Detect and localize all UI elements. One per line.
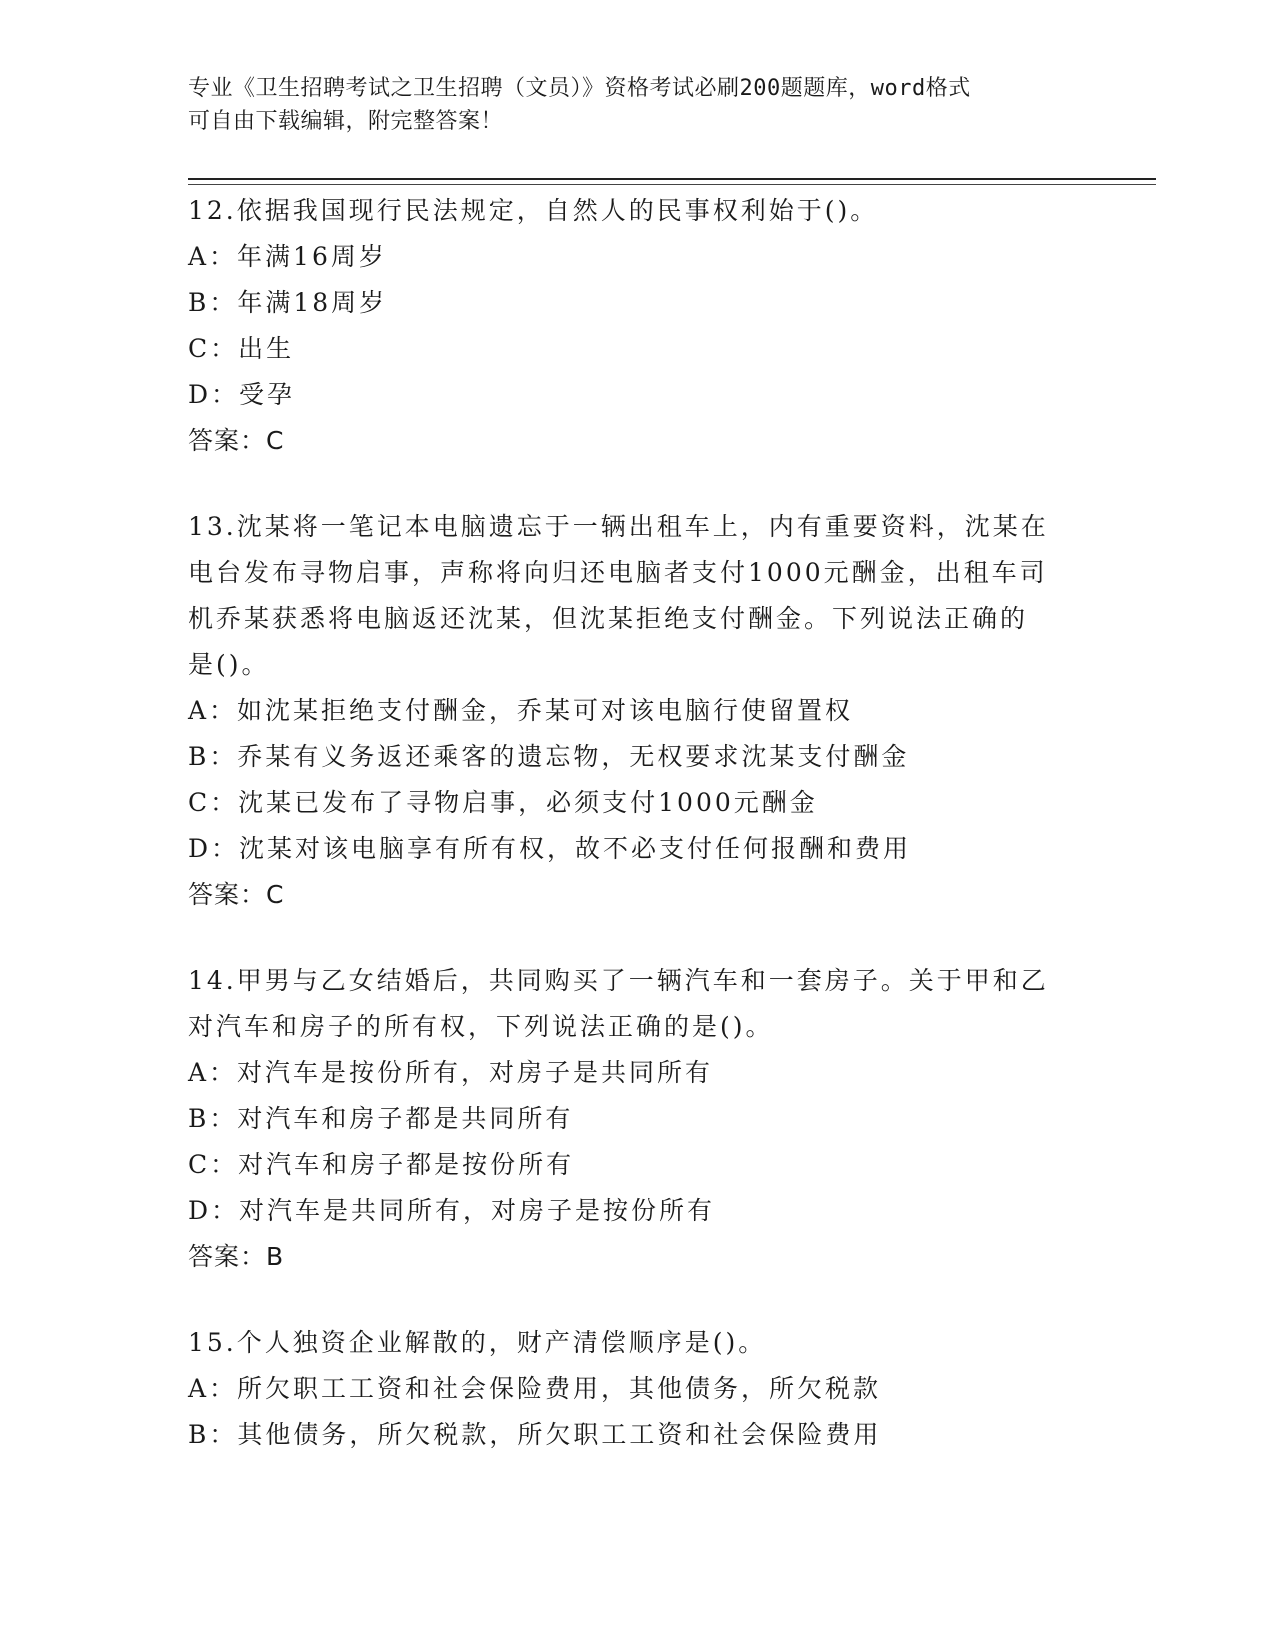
question-stem-line: 12.依据我国现行民法规定，自然人的民事权利始于()。 <box>188 196 879 225</box>
question-stem-line: 机乔某获悉将电脑返还沈某，但沈某拒绝支付酬金。下列说法正确的 <box>188 604 1029 633</box>
option-d: D：对汽车是共同所有，对房子是按份所有 <box>188 1196 716 1225</box>
option-b: B：乔某有义务返还乘客的遗忘物，无权要求沈某支付酬金 <box>188 742 910 771</box>
document-header <box>188 72 1068 138</box>
question-stem-line: 13.沈某将一笔记本电脑遗忘于一辆出租车上，内有重要资料，沈某在 <box>188 512 1049 541</box>
option-d: D：沈某对该电脑享有所有权，故不必支付任何报酬和费用 <box>188 834 912 863</box>
question-14 <box>188 958 1088 1280</box>
answer-line: 答案：C <box>188 426 285 455</box>
header-line-2: 可自由下载编辑，附完整答案！ <box>188 109 504 134</box>
header-rule-thin <box>188 184 1156 185</box>
option-b: B：其他债务，所欠税款，所欠职工工资和社会保险费用 <box>188 1420 882 1449</box>
option-b: B：年满18周岁 <box>188 288 388 317</box>
option-c: C：对汽车和房子都是按份所有 <box>188 1150 575 1179</box>
option-c: C：出生 <box>188 334 295 363</box>
option-c: C：沈某已发布了寻物启事，必须支付1000元酬金 <box>188 788 818 817</box>
question-15 <box>188 1320 1088 1458</box>
option-a: A：所欠职工工资和社会保险费用，其他债务，所欠税款 <box>188 1374 882 1403</box>
header-line-1: 专业《卫生招聘考试之卫生招聘（文员）》资格考试必刷200题题库，word格式 <box>188 76 971 101</box>
question-list <box>188 188 1088 1498</box>
question-12 <box>188 188 1088 464</box>
question-stem-line: 是()。 <box>188 650 270 679</box>
question-stem-line: 对汽车和房子的所有权，下列说法正确的是()。 <box>188 1012 774 1041</box>
option-a: A：年满16周岁 <box>188 242 387 271</box>
option-b: B：对汽车和房子都是共同所有 <box>188 1104 574 1133</box>
option-d: D：受孕 <box>188 380 296 409</box>
question-stem-line: 电台发布寻物启事，声称将向归还电脑者支付1000元酬金，出租车司 <box>188 558 1048 587</box>
question-stem-line: 15.个人独资企业解散的，财产清偿顺序是()。 <box>188 1328 767 1357</box>
answer-line: 答案：B <box>188 1242 285 1271</box>
question-stem-line: 14.甲男与乙女结婚后，共同购买了一辆汽车和一套房子。关于甲和乙 <box>188 966 1049 995</box>
question-13 <box>188 504 1088 918</box>
header-rule-thick <box>188 178 1156 180</box>
answer-line: 答案：C <box>188 880 285 909</box>
option-a: A：如沈某拒绝支付酬金，乔某可对该电脑行使留置权 <box>188 696 854 725</box>
option-a: A：对汽车是按份所有，对房子是共同所有 <box>188 1058 714 1087</box>
